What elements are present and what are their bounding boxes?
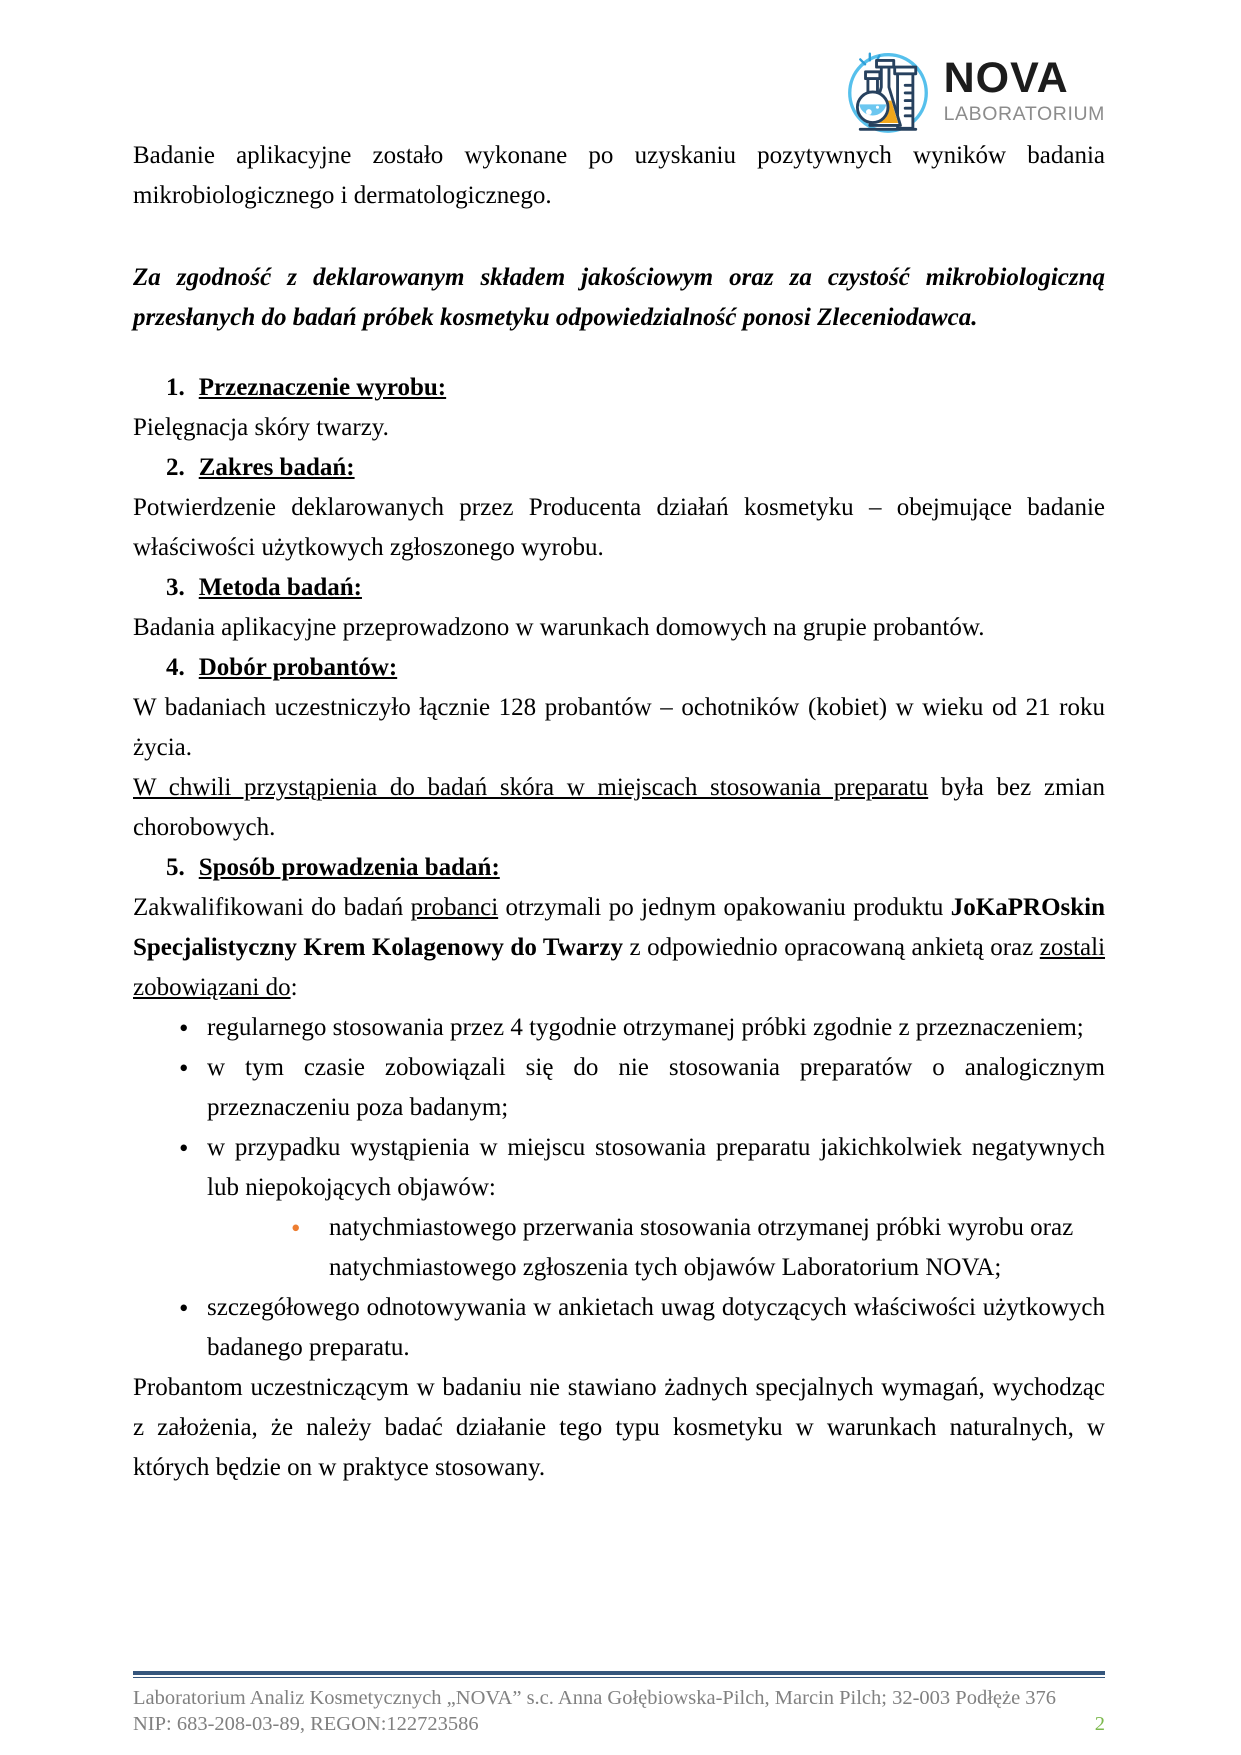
orange-bullet-icon xyxy=(291,1208,300,1250)
nested-list xyxy=(207,1208,1105,1288)
page-footer xyxy=(133,1671,1105,1737)
section-4-title: Dobór probantów: xyxy=(198,654,398,681)
list-item-text: w tym czasie zobowiązali się do nie stosowania preparatów o analogicznym przeznaczeniu poza badanym; xyxy=(207,1054,1105,1121)
underlined-text: W chwili przystąpienia do badań skóra w miejscach stosowania preparatu xyxy=(133,774,929,801)
plain-text: była bez zmian chorobowych. xyxy=(133,774,1105,841)
footer-tax-line: NIP: 683-208-03-89, REGON:122723586 xyxy=(133,1713,479,1735)
underlined-text: zostali zobowiązani do xyxy=(133,934,1106,1001)
bullet-icon xyxy=(179,1128,188,1170)
section-3-heading xyxy=(133,568,1105,608)
bullet-icon xyxy=(179,1048,188,1090)
list-item xyxy=(133,1048,1105,1128)
section-3-title: Metoda badań: xyxy=(198,574,362,601)
chemistry-flasks-icon xyxy=(844,47,932,135)
page-number: 2 xyxy=(1094,1713,1105,1735)
underlined-text: probanci xyxy=(410,894,499,921)
section-4 xyxy=(133,648,1105,848)
section-3-number: 3. xyxy=(166,574,185,601)
section-4-number: 4. xyxy=(166,654,185,681)
section-2-heading xyxy=(133,448,1105,488)
footer-company-line: Laboratorium Analiz Kosmetycznych „NOVA” s.c. Anna Gołębiowska-Pilch, Marcin Pilch; 32-003 Podłęże 376 xyxy=(133,1687,1057,1709)
list-item-text: szczegółowego odnotowywania w ankietach uwag dotyczących właściwości użytkowych badanego preparatu. xyxy=(207,1294,1105,1361)
plain-text: Zakwalifikowani do badań xyxy=(133,894,411,921)
disclaimer-paragraph: Za zgodność z deklarowanym składem jakościowym oraz za czystość mikrobiologiczną przesłanych do badań próbek kosmetyku odpowiedzialność ponosi Zleceniodawca. xyxy=(133,264,1105,331)
footer-row xyxy=(133,1711,1105,1737)
section-5-number: 5. xyxy=(166,854,185,881)
bullet-icon xyxy=(179,1288,188,1330)
section-1 xyxy=(133,368,1105,448)
section-5 xyxy=(133,848,1105,1008)
section-1-heading xyxy=(133,368,1105,408)
logo xyxy=(133,46,1105,136)
plain-text: : xyxy=(290,974,298,1001)
list-item-text: w przypadku wystąpienia w miejscu stosowania preparatu jakichkolwiek negatywnych lub niepokojących objawów: xyxy=(207,1134,1105,1201)
obligations-list xyxy=(133,1008,1105,1368)
section-2 xyxy=(133,448,1105,568)
logo-text xyxy=(943,53,1105,126)
section-2-title: Zakres badań: xyxy=(198,454,355,481)
section-3 xyxy=(133,568,1105,648)
product-name: JoKaPROskin Specjalistyczny Krem Kolagenowy do Twarzy xyxy=(133,894,1105,961)
bullet-icon xyxy=(179,1008,188,1050)
list-item xyxy=(133,1008,1105,1048)
list-item-text: regularnego stosowania przez 4 tygodnie otrzymanej próbki zgodnie z przeznaczeniem; xyxy=(207,1014,1084,1041)
section-5-body xyxy=(133,888,1105,1008)
list-item xyxy=(133,1128,1105,1288)
plain-text: z odpowiednio opracowaną ankietą oraz xyxy=(622,934,1040,961)
closing-paragraph: Probantom uczestniczącym w badaniu nie stawiano żadnych specjalnych wymagań, wychodząc z założenia, że należy badać działanie tego typu kosmetyku w warunkach naturalnych, w których będzie on w praktyce stosowany. xyxy=(133,1374,1105,1481)
list-item xyxy=(133,1288,1105,1368)
section-4-body-2 xyxy=(133,768,1105,848)
section-2-number: 2. xyxy=(166,454,185,481)
section-3-body: Badania aplikacyjne przeprowadzono w warunkach domowych na grupie probantów. xyxy=(133,614,985,641)
logo-title: NOVA xyxy=(943,53,1069,102)
section-1-title: Przeznaczenie wyrobu: xyxy=(198,374,447,401)
section-4-body: W badaniach uczestniczyło łącznie 128 probantów – ochotników (kobiet) w wieku od 21 roku życia. xyxy=(133,694,1105,761)
section-2-body: Potwierdzenie deklarowanych przez Producenta działań kosmetyku – obejmujące badanie właściwości użytkowych zgłoszonego wyrobu. xyxy=(133,494,1105,561)
nested-list-item xyxy=(207,1208,1105,1288)
page-content xyxy=(133,0,1105,1488)
section-1-number: 1. xyxy=(166,374,185,401)
footer-rule xyxy=(133,1671,1105,1678)
section-5-heading xyxy=(133,848,1105,888)
logo-subtitle: LABORATORIUM xyxy=(943,102,1105,125)
section-1-body: Pielęgnacja skóry twarzy. xyxy=(133,414,389,441)
section-4-heading xyxy=(133,648,1105,688)
list-item-text: natychmiastowego przerwania stosowania otrzymanej próbki wyrobu oraz natychmiastowego zgłoszenia tych objawów Laboratorium NOVA; xyxy=(329,1214,1074,1281)
plain-text: otrzymali po jednym opakowaniu produktu xyxy=(498,894,951,921)
intro-paragraph: Badanie aplikacyjne zostało wykonane po uzyskaniu pozytywnych wyników badania mikrobiologicznego i dermatologicznego. xyxy=(133,142,1105,209)
section-5-title: Sposób prowadzenia badań: xyxy=(198,854,500,881)
